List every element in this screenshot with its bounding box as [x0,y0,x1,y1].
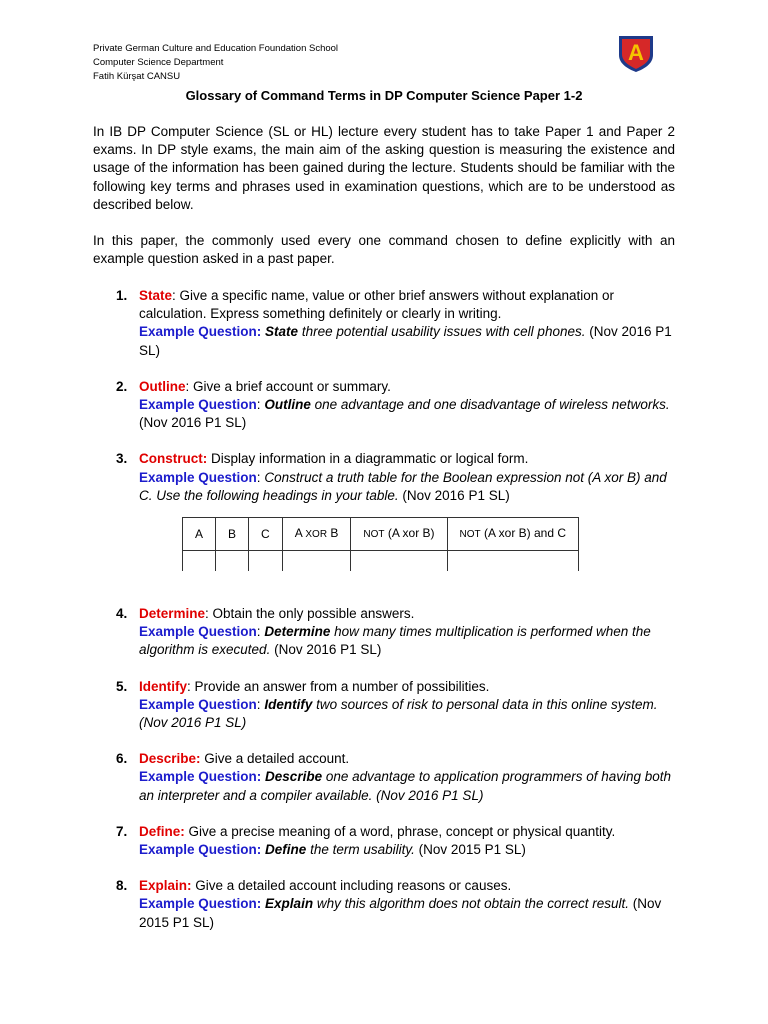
example-reference: (Nov 2015 P1 SL) [139,896,662,930]
term-definition: Obtain the only possible answers. [208,606,415,622]
list-item [93,678,675,733]
command-term: Identify [139,678,188,694]
truth-table-header: B [216,518,249,551]
author-name: Fatih Kürşat CANSU [93,71,181,82]
intro-paragraph-2: In this paper, the commonly used every one command chosen to define explicitly with an example question asked in a past paper. [93,233,675,267]
example-text: why this algorithm does not obtain the correct result. [313,896,629,912]
list-item [93,605,675,660]
example-label: Example Question: [139,842,262,858]
item-number: 1. [116,288,128,303]
item-number: 4. [116,606,128,622]
example-text: the term usability. [306,842,415,858]
term-definition: Provide an answer from a number of possibilities. [190,678,490,694]
command-term: Explain: [139,878,192,894]
command-term: State [139,288,173,303]
list-item [93,378,675,433]
example-separator: : [256,469,261,485]
item-number: 5. [116,678,128,694]
list-item [93,877,675,932]
example-keyword: Explain [265,896,314,912]
example-reference: (Nov 2015 P1 SL) [414,842,526,858]
example-reference: (Nov 2016 P1 SL) [270,642,382,658]
term-separator: : [205,606,209,622]
truth-table-header-row [183,518,579,551]
command-term: Define: [139,823,185,839]
term-separator: : [187,678,191,694]
command-term: Construct: [139,451,208,467]
command-term: Determine [139,606,206,622]
example-separator: : [256,624,261,640]
item-number: 2. [116,378,128,394]
list-item [93,450,675,571]
example-separator: : [256,696,261,712]
example-text: two sources of risk to personal data in this online system. (Nov 2016 P1 SL) [139,696,658,731]
term-separator: : [172,288,176,303]
page-title: Glossary of Command Terms in DP Computer Science Paper 1-2 [185,88,583,103]
example-reference: (Nov 2016 P1 SL) [139,324,672,358]
example-keyword: Determine [264,624,331,640]
example-keyword: Identify [264,696,313,712]
command-term-list [93,287,675,932]
item-number: 8. [116,878,128,894]
truth-table-header: NOT (A xor B) and C [447,518,578,551]
example-separator: : [256,397,261,413]
truth-table-header: NOT (A xor B) [351,518,447,551]
example-label: Example Question: [139,769,262,785]
term-definition: Give a specific name, value or other brief answers without explanation or calculation. Express something definitely or clearly in writing. [139,288,615,322]
term-definition: Give a detailed account. [200,751,350,767]
item-number: 7. [116,823,128,839]
command-term: Describe: [139,751,201,767]
term-definition: Give a brief account or summary. [189,378,391,394]
list-item [93,750,675,805]
example-label: Example Question [139,469,257,485]
department-name: Computer Science Department [93,57,224,68]
example-keyword: Outline [264,397,311,413]
truth-table-header: C [249,518,283,551]
example-keyword: Describe [265,769,323,785]
truth-table-header: A XOR B [282,518,351,551]
term-definition: Give a detailed account including reasons or causes. [191,878,512,894]
list-item [93,287,675,360]
truth-table [182,517,579,571]
example-keyword: Define [265,842,307,858]
intro-paragraph: In IB DP Computer Science (SL or HL) lecture every student has to take Paper 1 and Paper 2 exams. In DP style exams, the main aim of the asking question is measuring the existence and usage of the information has been gained during the lecture. Students should be familiar with the following key terms and phrases used in examination questions, which are to be understood as described below. [93,124,675,212]
item-number: 3. [116,451,128,467]
example-label: Example Question [139,696,257,712]
example-text: one advantage to application programmers of having both an interpreter and a compiler available. (Nov 2016 P1 SL) [139,769,672,803]
school-logo-icon [616,33,656,73]
document-header [93,42,338,84]
logo-letter: A [628,40,644,65]
term-separator: : [185,378,190,394]
list-item [93,823,675,859]
term-definition: Display information in a diagrammatic or logical form. [207,451,529,467]
example-label: Example Question [139,397,257,413]
item-number: 6. [116,751,128,767]
truth-table-empty-row [183,551,579,572]
example-reference: (Nov 2016 P1 SL) [139,415,247,431]
example-text: how many times multiplication is performed when the algorithm is executed. [139,624,651,658]
school-name: Private German Culture and Education Foundation School [93,43,339,54]
example-text: three potential usability issues with cell phones. [298,324,586,340]
truth-table-header: A [183,518,216,551]
example-keyword: State [265,324,299,340]
term-definition: Give a precise meaning of a word, phrase, concept or physical quantity. [184,823,616,839]
example-label: Example Question: [139,896,262,912]
example-text: one advantage and one disadvantage of wireless networks. [310,397,670,413]
example-reference: (Nov 2016 P1 SL) [398,487,510,503]
command-term: Outline [139,378,186,394]
example-label: Example Question [139,624,257,640]
example-text: Construct a truth table for the Boolean expression not (A xor B) and C. Use the following headings in your table. [139,469,667,503]
example-label: Example Question: [139,324,262,340]
